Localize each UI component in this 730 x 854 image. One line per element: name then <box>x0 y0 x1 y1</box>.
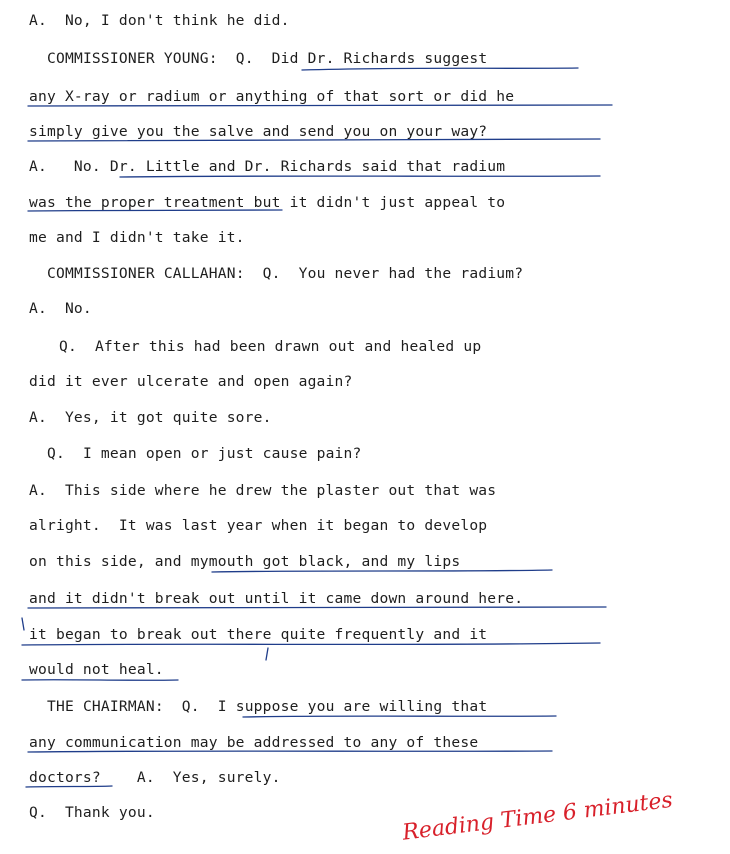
handwritten-annotation <box>398 787 694 850</box>
transcript-line: alright. It was last year when it began to develop <box>29 517 488 534</box>
transcript-line: and it didn't break out until it came down around here. <box>29 590 524 607</box>
transcript-line: COMMISSIONER YOUNG: Q. Did Dr. Richards suggest <box>47 50 488 67</box>
transcript-line: would not heal. <box>29 661 164 678</box>
transcript-line: THE CHAIRMAN: Q. I suppose you are willing that <box>47 698 488 715</box>
transcript-line: on this side, and mymouth got black, and my lips <box>29 553 461 570</box>
transcript-line: simply give you the salve and send you on your way? <box>29 123 488 140</box>
transcript-line: any communication may be addressed to any of these <box>29 734 479 751</box>
transcript-line: A. This side where he drew the plaster out that was <box>29 482 497 499</box>
transcript-line: A. No, I don't think he did. <box>29 12 290 29</box>
transcript-line: any X-ray or radium or anything of that sort or did he <box>29 88 515 105</box>
reading-time-note: Reading Time 6 minutes <box>401 787 675 846</box>
transcript-line: it began to break out there quite frequently and it <box>29 626 488 643</box>
transcript-line: COMMISSIONER CALLAHAN: Q. You never had the radium? <box>47 265 524 282</box>
transcript-line: Q. I mean open or just cause pain? <box>47 445 362 462</box>
transcript-line: Q. After this had been drawn out and healed up <box>59 338 482 355</box>
transcript-line: A. No. Dr. Little and Dr. Richards said that radium <box>29 158 506 175</box>
transcript-line: A. Yes, it got quite sore. <box>29 409 272 426</box>
transcript-line: doctors? A. Yes, surely. <box>29 769 281 786</box>
transcript-line: did it ever ulcerate and open again? <box>29 373 353 390</box>
transcript-line: me and I didn't take it. <box>29 229 245 246</box>
transcript-line: Q. Thank you. <box>29 804 155 821</box>
transcript-line: was the proper treatment but it didn't just appeal to <box>29 194 506 211</box>
transcript-line: A. No. <box>29 300 92 317</box>
